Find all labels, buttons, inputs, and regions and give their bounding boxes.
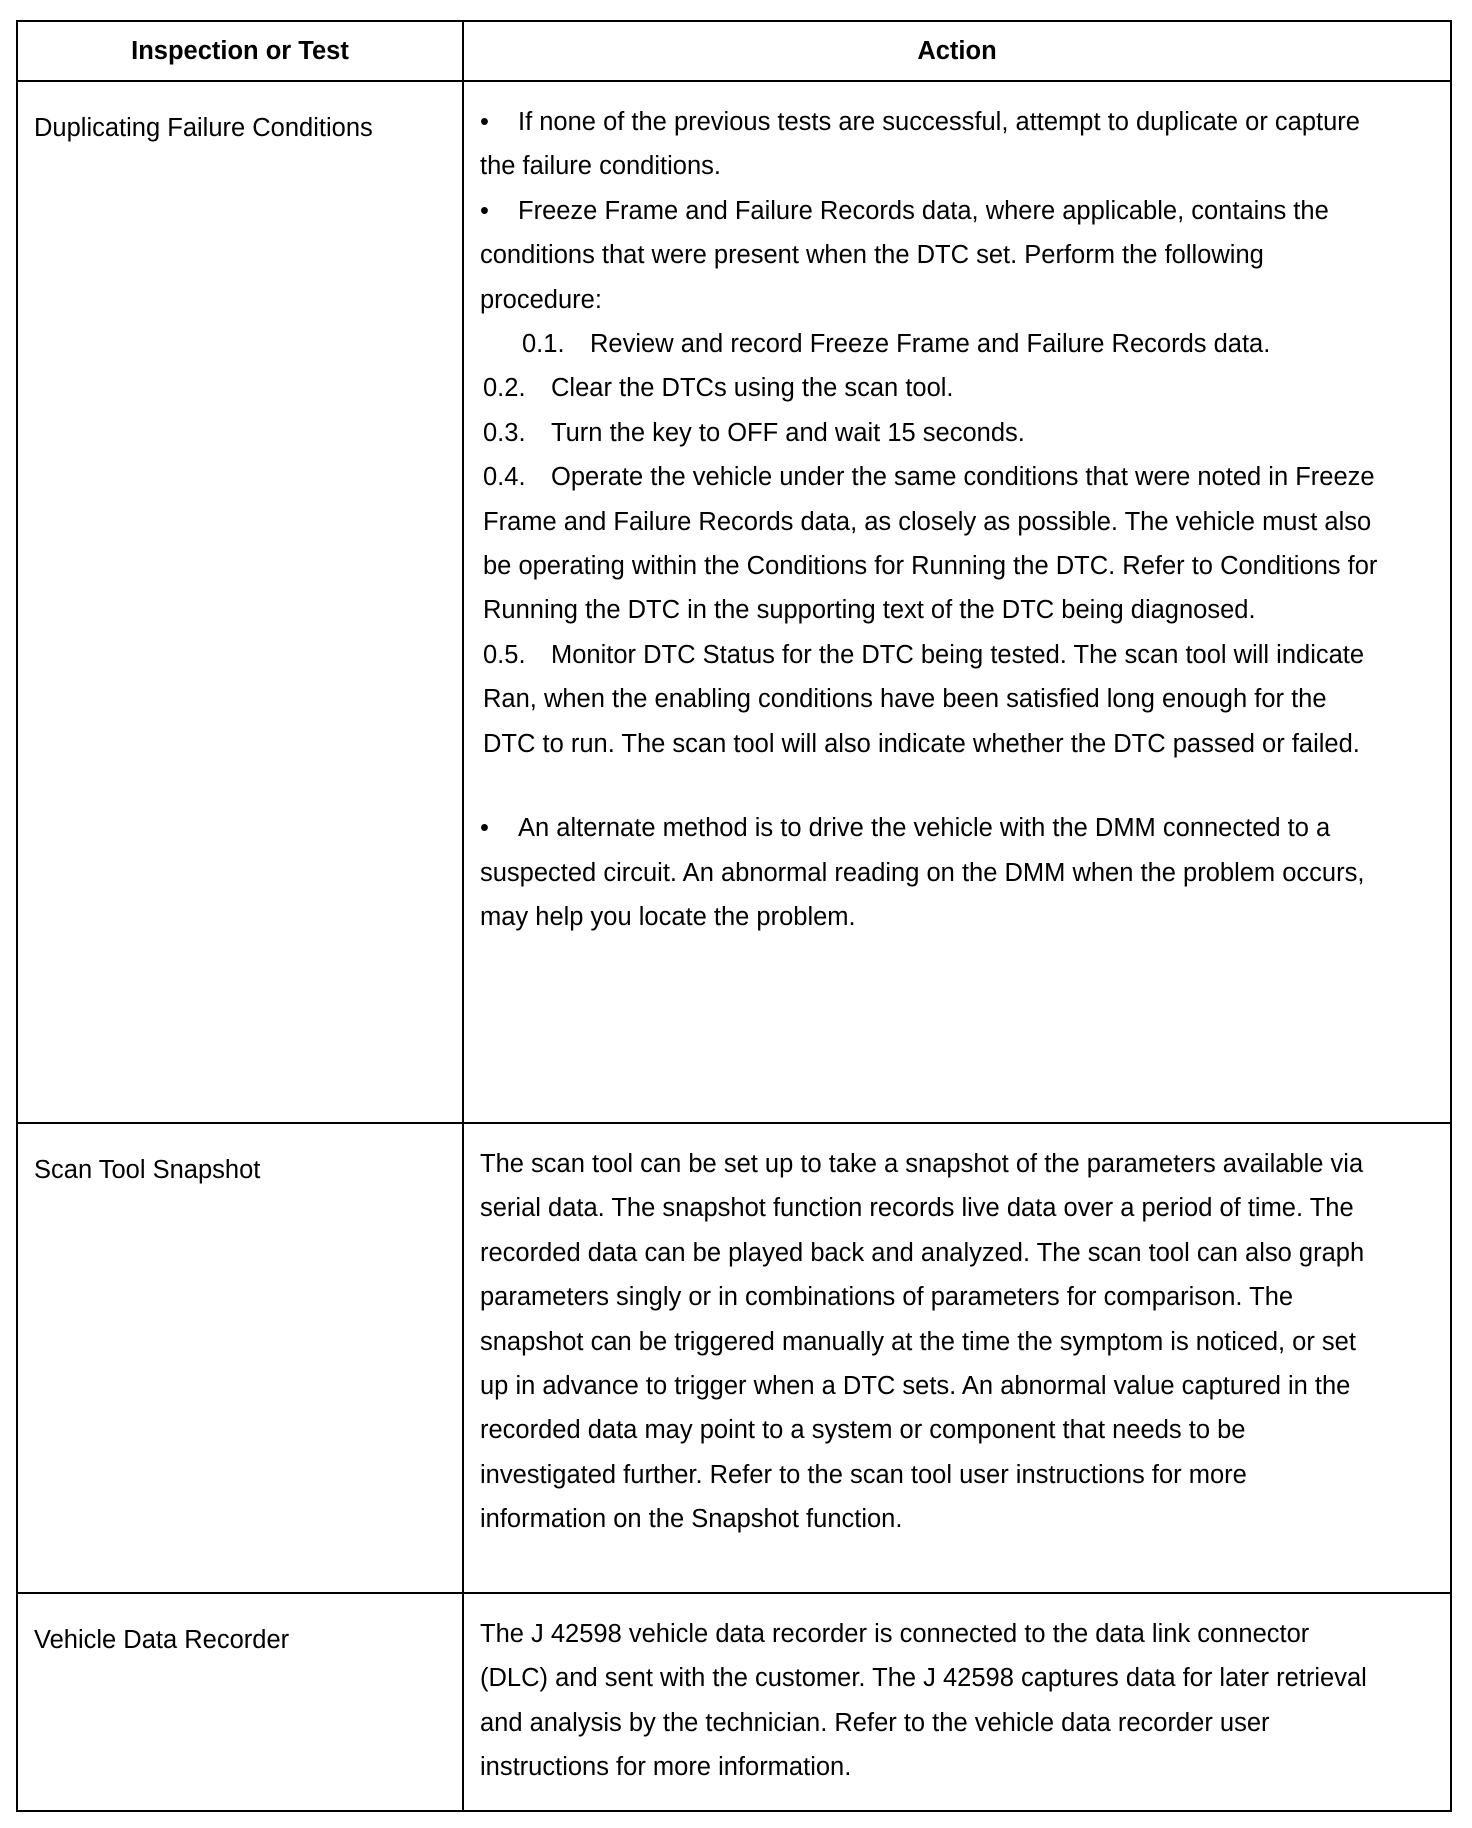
test-name-cell — [17, 1593, 463, 1811]
test-name-cell — [17, 81, 463, 1123]
step-text: Operate the vehicle under the same conditions that were noted in Freeze Frame and Failure Records data, as closely as possible. The vehicle must also be operating within the Conditions for Running the DTC. Refer to Conditions for Running the DTC in the supporting text of the DTC being diagnosed. — [483, 463, 1378, 625]
procedure-step — [480, 455, 1380, 633]
spacer — [480, 766, 1380, 806]
column-header-inspection: Inspection or Test — [17, 21, 463, 81]
test-name-cell — [17, 1123, 463, 1593]
procedure-step — [480, 633, 1380, 766]
action-cell — [463, 1123, 1451, 1593]
bullet-text: An alternate method is to drive the vehicle with the DMM connected to a suspected circuit. An abnormal reading on the DMM when the problem occurs, may help you locate the problem. — [480, 814, 1365, 931]
bullet-text: Freeze Frame and Failure Records data, where applicable, contains the conditions that were present when the DTC set. Perform the following procedure: — [480, 196, 1329, 314]
step-number: 0.2. — [483, 374, 526, 403]
step-text: Turn the key to OFF and wait 15 seconds. — [551, 418, 1025, 447]
column-header-action: Action — [463, 21, 1451, 81]
step-text: Review and record Freeze Frame and Failure Records data. — [590, 330, 1271, 359]
test-name: Vehicle Data Recorder — [34, 1626, 290, 1654]
table-row — [17, 81, 1451, 1123]
table-row — [17, 1123, 1451, 1593]
procedure-step — [480, 322, 1380, 366]
bullet-paragraph — [480, 100, 1380, 189]
test-name: Duplicating Failure Conditions — [34, 114, 373, 142]
bullet-icon: • — [480, 108, 489, 136]
bullet-icon: • — [480, 814, 489, 843]
test-name: Scan Tool Snapshot — [34, 1156, 261, 1184]
bullet-paragraph — [480, 806, 1380, 939]
bullet-icon: • — [480, 196, 489, 225]
bullet-paragraph — [480, 189, 1380, 322]
action-text: The scan tool can be set up to take a snapshot of the parameters available via serial data. The snapshot function records live data over a period of time. The recorded data can be played back and analyzed. The scan tool can also graph parameters singly or in combinations of parameters for comparison. The snapshot can be triggered manually at the time the symptom is noticed, or set up in advance to trigger when a DTC sets. An abnormal value captured in the recorded data may point to a system or component that needs to be investigated further. Refer to the scan tool user instructions for more information on the Snapshot function. — [480, 1150, 1365, 1534]
step-number: 0.5. — [483, 640, 526, 669]
step-number: 0.1. — [522, 330, 565, 359]
step-text: Clear the DTCs using the scan tool. — [551, 374, 954, 403]
procedure-step — [480, 366, 1380, 410]
bullet-text: If none of the previous tests are successful, attempt to duplicate or capture the failure conditions. — [480, 108, 1360, 181]
action-cell — [463, 1593, 1451, 1811]
step-number: 0.3. — [483, 418, 526, 447]
header-row — [17, 21, 1451, 81]
action-text: The J 42598 vehicle data recorder is connected to the data link connector (DLC) and sent with the customer. The J 42598 captures data for later retrieval and analysis by the technician. Refer to the vehicle data recorder user instructions for more information. — [480, 1620, 1367, 1782]
table-row — [17, 1593, 1451, 1811]
action-cell — [463, 81, 1451, 1123]
inspection-table — [16, 20, 1452, 1812]
step-number: 0.4. — [483, 463, 526, 492]
step-text: Monitor DTC Status for the DTC being tested. The scan tool will indicate Ran, when the enabling conditions have been satisfied long enough for the DTC to run. The scan tool will also indicate whether the DTC passed or failed. — [483, 640, 1365, 758]
procedure-step — [480, 411, 1380, 455]
